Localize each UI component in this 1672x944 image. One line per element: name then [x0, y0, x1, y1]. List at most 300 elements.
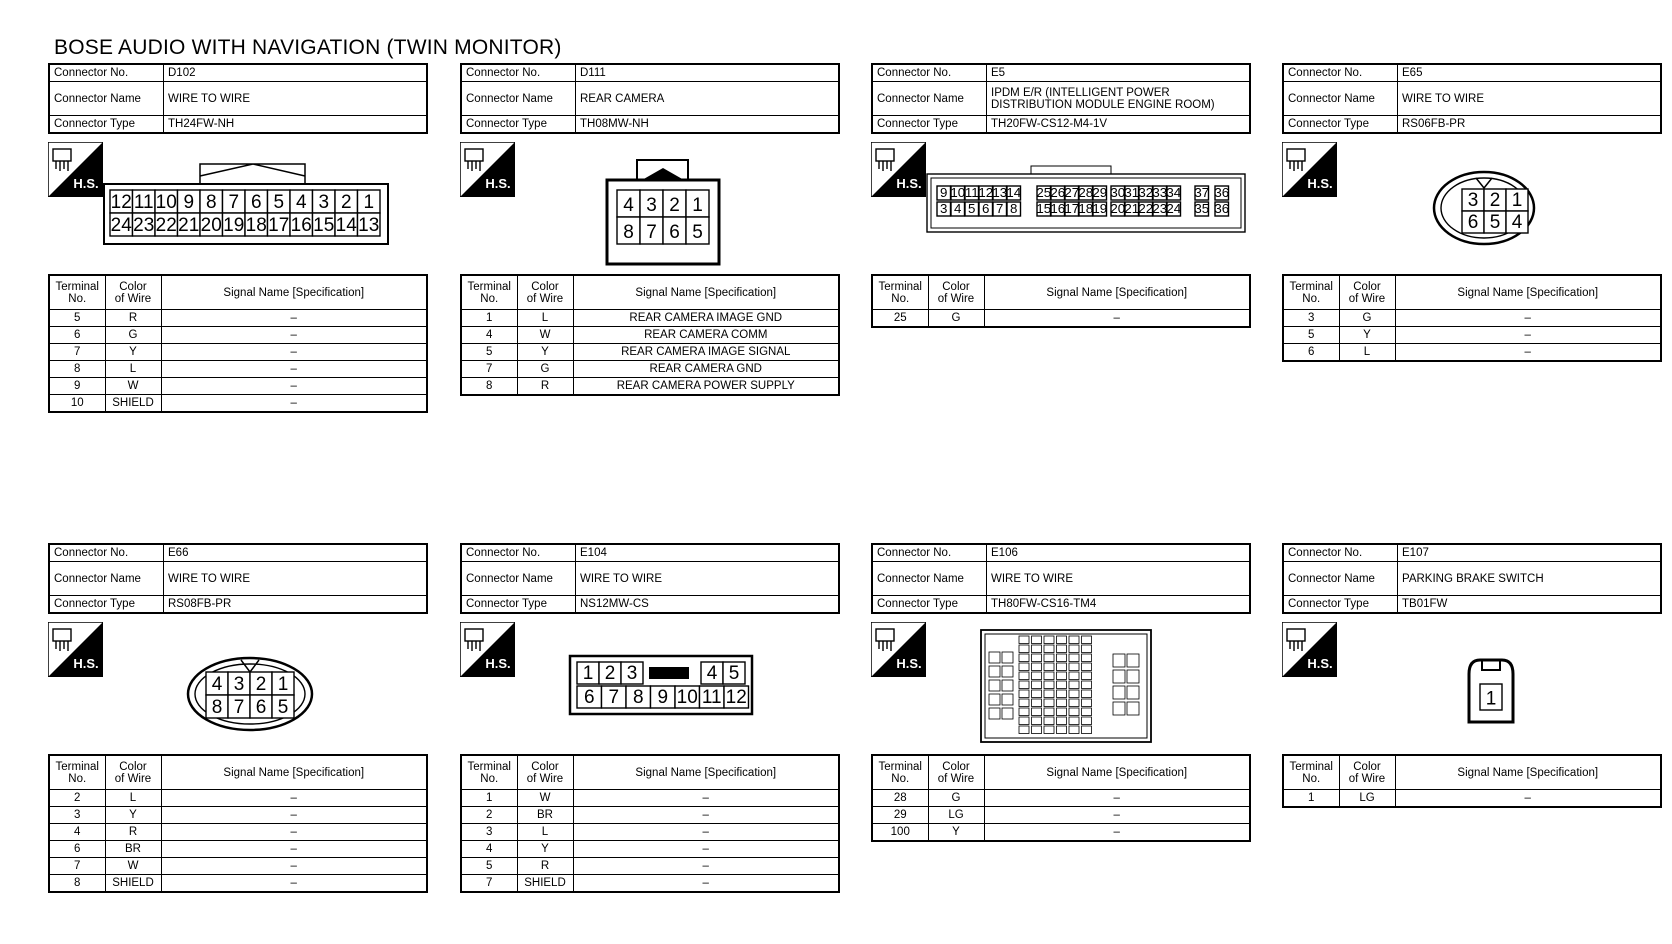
pin-6: 6	[982, 200, 990, 216]
pin-15: 15	[1036, 200, 1052, 216]
harness-side-icon	[460, 622, 515, 677]
connector-type-label: Connector Type	[49, 116, 164, 134]
pin-5: 5	[728, 663, 740, 685]
table-row	[461, 875, 839, 893]
signal-name: REAR CAMERA POWER SUPPLY	[573, 378, 839, 396]
signal-name: –	[1395, 790, 1661, 808]
pin-9: 9	[940, 184, 948, 200]
pin-6: 6	[583, 687, 595, 709]
connector-type-value: TH80FW-CS16-TM4	[987, 596, 1251, 614]
terminal-table	[871, 754, 1251, 842]
connector-type-value: RS08FB-PR	[164, 596, 428, 614]
pin-8: 8	[1010, 200, 1018, 216]
table-row	[1283, 344, 1661, 362]
pin-8: 8	[632, 687, 644, 709]
pin-7: 7	[228, 191, 240, 213]
wire-color: SHIELD	[517, 875, 573, 893]
terminal-table	[1282, 274, 1662, 362]
connector-face-diagram	[871, 134, 1251, 274]
connector-type-label: Connector Type	[1283, 116, 1398, 134]
pin-14: 14	[335, 214, 357, 236]
connector-face-diagram	[460, 614, 840, 754]
wire-color: L	[1339, 344, 1395, 362]
harness-side-icon	[460, 142, 515, 197]
wire-color: Y	[517, 344, 573, 361]
pin-31: 31	[1124, 184, 1140, 200]
connector-name-label: Connector Name	[872, 562, 987, 596]
connector-name-value: PARKING BRAKE SWITCH	[1398, 562, 1662, 596]
pin-15: 15	[313, 214, 335, 236]
table-row	[49, 807, 427, 824]
connector-type-label: Connector Type	[872, 596, 987, 614]
pin-4: 4	[295, 191, 307, 213]
connector-block-e107	[1282, 543, 1662, 808]
signal-name: REAR CAMERA GND	[573, 361, 839, 378]
connector-name-value: REAR CAMERA	[576, 82, 840, 116]
signal-name: –	[161, 395, 427, 413]
signal-name-header: Signal Name [Specification]	[573, 275, 839, 310]
table-row	[1283, 327, 1661, 344]
terminal-no: 5	[49, 310, 105, 327]
pin-10: 10	[950, 184, 966, 200]
terminal-no-header: Terminal No.	[1283, 755, 1339, 790]
wire-color: W	[517, 790, 573, 807]
connector-block-e66	[48, 543, 428, 893]
pin-7: 7	[608, 687, 620, 709]
pin-4: 4	[211, 673, 223, 695]
signal-name: –	[161, 875, 427, 893]
table-row	[461, 824, 839, 841]
pin-5: 5	[968, 200, 976, 216]
pin-14: 14	[1006, 184, 1022, 200]
pin-8: 8	[211, 696, 223, 718]
pin-29: 29	[1092, 184, 1108, 200]
pin-12: 12	[978, 184, 994, 200]
pin-10: 10	[155, 191, 177, 213]
connector-name-label: Connector Name	[461, 82, 576, 116]
table-row	[49, 361, 427, 378]
signal-name: –	[984, 824, 1250, 842]
table-row	[872, 310, 1250, 328]
connector-name-value: IPDM E/R (INTELLIGENT POWER DISTRIBUTION MODULE ENGINE ROOM)	[987, 82, 1251, 116]
terminal-table	[1282, 754, 1662, 808]
pin-7: 7	[996, 200, 1004, 216]
connector-header	[1282, 543, 1662, 614]
wire-color: L	[517, 824, 573, 841]
signal-name: –	[984, 310, 1250, 328]
pin-9: 9	[183, 191, 195, 213]
connector-no-label: Connector No.	[49, 544, 164, 562]
table-row	[49, 841, 427, 858]
pin-4: 4	[706, 663, 718, 685]
pin-1: 1	[277, 673, 289, 695]
color-of-wire-header: Color of Wire	[517, 275, 573, 310]
pin-5: 5	[692, 222, 703, 244]
pin-3: 3	[626, 663, 638, 685]
terminal-no: 8	[461, 378, 517, 396]
signal-name: –	[161, 310, 427, 327]
connector-no-value: D111	[576, 64, 840, 82]
connector-name-label: Connector Name	[49, 562, 164, 596]
signal-name: –	[573, 875, 839, 893]
connector-header	[1282, 63, 1662, 134]
wire-color: W	[105, 858, 161, 875]
connector-header	[460, 543, 840, 614]
terminal-table	[460, 754, 840, 893]
terminal-no: 5	[461, 344, 517, 361]
pin-2: 2	[255, 673, 267, 695]
connector-header	[48, 63, 428, 134]
terminal-no: 28	[872, 790, 928, 807]
pin-32: 32	[1138, 184, 1154, 200]
table-row	[461, 378, 839, 396]
connector-name-value: WIRE TO WIRE	[576, 562, 840, 596]
connector-block-d111	[460, 63, 840, 396]
color-of-wire-header: Color of Wire	[105, 755, 161, 790]
connector-name-value: WIRE TO WIRE	[164, 82, 428, 116]
pin-3: 3	[233, 673, 245, 695]
connector-no-label: Connector No.	[461, 544, 576, 562]
hs-label: H.S.	[896, 176, 922, 191]
pin-8: 8	[623, 222, 634, 244]
terminal-no-header: Terminal No.	[872, 275, 928, 310]
pin-22: 22	[1138, 200, 1154, 216]
hs-label: H.S.	[485, 656, 511, 671]
terminal-no: 1	[461, 310, 517, 327]
signal-name: –	[161, 841, 427, 858]
pin-28: 28	[1078, 184, 1094, 200]
pin-7: 7	[233, 696, 245, 718]
terminal-table-header	[461, 275, 839, 310]
connector-face-diagram	[48, 614, 428, 754]
table-row	[461, 858, 839, 875]
signal-name: –	[573, 858, 839, 875]
pin-37: 37	[1194, 184, 1210, 200]
pin-6: 6	[669, 222, 680, 244]
locking-tab	[649, 667, 689, 679]
pin-20: 20	[1110, 200, 1126, 216]
table-row	[461, 841, 839, 858]
table-row	[1283, 790, 1661, 808]
pin-30: 30	[1110, 184, 1126, 200]
terminal-no: 4	[49, 824, 105, 841]
pin-23: 23	[1152, 200, 1168, 216]
connector-no-label: Connector No.	[461, 64, 576, 82]
wire-color: R	[105, 824, 161, 841]
terminal-no: 100	[872, 824, 928, 842]
terminal-no-header: Terminal No.	[461, 755, 517, 790]
harness-side-icon	[1282, 622, 1337, 677]
table-row	[49, 875, 427, 893]
terminal-table-header	[1283, 275, 1661, 310]
wire-color: Y	[105, 344, 161, 361]
connector-face-diagram	[460, 134, 840, 274]
connector-type-value: NS12MW-CS	[576, 596, 840, 614]
table-row	[872, 824, 1250, 842]
harness-side-icon	[871, 622, 926, 677]
connector-header	[871, 63, 1251, 134]
pin-16: 16	[290, 214, 312, 236]
terminal-no: 7	[49, 344, 105, 361]
pin-3: 3	[940, 200, 948, 216]
terminal-no: 3	[461, 824, 517, 841]
pin-11: 11	[133, 191, 154, 213]
hs-label: H.S.	[1307, 656, 1333, 671]
signal-name: REAR CAMERA IMAGE SIGNAL	[573, 344, 839, 361]
connector-no-value: E5	[987, 64, 1251, 82]
terminal-table-header	[461, 755, 839, 790]
pin-8: 8	[205, 191, 217, 213]
connector-no-value: E66	[164, 544, 428, 562]
connector-type-label: Connector Type	[461, 596, 576, 614]
signal-name: –	[161, 344, 427, 361]
pin-36: 36	[1214, 184, 1230, 200]
terminal-no-header: Terminal No.	[49, 755, 105, 790]
pin-9: 9	[657, 687, 669, 709]
connector-no-label: Connector No.	[1283, 544, 1398, 562]
harness-side-icon	[48, 622, 103, 677]
signal-name: –	[1395, 327, 1661, 344]
table-row	[461, 310, 839, 327]
wire-color: W	[517, 327, 573, 344]
connector-name-value: WIRE TO WIRE	[987, 562, 1251, 596]
connector-type-label: Connector Type	[872, 116, 987, 134]
pin-4: 4	[1511, 212, 1523, 234]
signal-name-header: Signal Name [Specification]	[984, 755, 1250, 790]
table-row	[461, 807, 839, 824]
terminal-table-header	[49, 755, 427, 790]
pin-1: 1	[1485, 688, 1497, 710]
connector-name-label: Connector Name	[1283, 82, 1398, 116]
hs-label: H.S.	[485, 176, 511, 191]
connector-name-value: WIRE TO WIRE	[164, 562, 428, 596]
pin-33: 33	[1152, 184, 1168, 200]
wire-color: G	[1339, 310, 1395, 327]
terminal-no: 2	[49, 790, 105, 807]
connector-no-value: E104	[576, 544, 840, 562]
terminal-no: 8	[49, 875, 105, 893]
signal-name: –	[984, 807, 1250, 824]
pin-6: 6	[250, 191, 262, 213]
signal-name-header: Signal Name [Specification]	[161, 755, 427, 790]
table-row	[49, 395, 427, 413]
connector-type-label: Connector Type	[49, 596, 164, 614]
pin-26: 26	[1050, 184, 1066, 200]
wire-color: L	[517, 310, 573, 327]
pin-13: 13	[992, 184, 1008, 200]
connector-name-value: WIRE TO WIRE	[1398, 82, 1662, 116]
terminal-no: 29	[872, 807, 928, 824]
table-row	[1283, 310, 1661, 327]
wire-color: BR	[105, 841, 161, 858]
connector-type-label: Connector Type	[1283, 596, 1398, 614]
wire-color: Y	[1339, 327, 1395, 344]
connector-type-value: TH24FW-NH	[164, 116, 428, 134]
wire-color: R	[517, 858, 573, 875]
pin-18: 18	[245, 214, 267, 236]
connector-name-label: Connector Name	[461, 562, 576, 596]
signal-name: –	[573, 824, 839, 841]
table-row	[461, 344, 839, 361]
pin-2: 2	[604, 663, 616, 685]
wire-color: Y	[928, 824, 984, 842]
terminal-no: 7	[461, 875, 517, 893]
table-row	[461, 361, 839, 378]
table-row	[49, 790, 427, 807]
pin-36: 36	[1214, 200, 1230, 216]
signal-name: –	[161, 790, 427, 807]
connector-figure	[48, 614, 428, 754]
connector-no-value: E107	[1398, 544, 1662, 562]
pin-6: 6	[255, 696, 267, 718]
signal-name: –	[161, 378, 427, 395]
wire-color: G	[517, 361, 573, 378]
terminal-no: 25	[872, 310, 928, 328]
terminal-no: 4	[461, 841, 517, 858]
pin-21: 21	[1124, 200, 1140, 216]
connector-block-e106	[871, 543, 1251, 842]
signal-name: –	[573, 790, 839, 807]
table-row	[872, 790, 1250, 807]
signal-name-header: Signal Name [Specification]	[161, 275, 427, 310]
connector-header	[871, 543, 1251, 614]
pin-17: 17	[1064, 200, 1080, 216]
terminal-no: 7	[461, 361, 517, 378]
signal-name-header: Signal Name [Specification]	[573, 755, 839, 790]
wire-color: G	[105, 327, 161, 344]
connector-type-value: TH20FW-CS12-M4-1V	[987, 116, 1251, 134]
color-of-wire-header: Color of Wire	[517, 755, 573, 790]
connector-figure	[871, 134, 1251, 274]
color-of-wire-header: Color of Wire	[1339, 275, 1395, 310]
pin-2: 2	[669, 195, 680, 217]
pin-19: 19	[1092, 200, 1108, 216]
pin-5: 5	[277, 696, 289, 718]
wire-color: BR	[517, 807, 573, 824]
wire-color: L	[105, 790, 161, 807]
signal-name: –	[1395, 310, 1661, 327]
terminal-table	[48, 274, 428, 413]
table-row	[49, 327, 427, 344]
signal-name: –	[161, 807, 427, 824]
table-row	[49, 344, 427, 361]
connector-block-e5	[871, 63, 1251, 328]
terminal-no: 8	[49, 361, 105, 378]
pin-1: 1	[363, 191, 375, 213]
wire-color: Y	[105, 807, 161, 824]
pin-11: 11	[701, 687, 722, 709]
hs-label: H.S.	[896, 656, 922, 671]
pin-16: 16	[1050, 200, 1066, 216]
connector-face-diagram	[1282, 614, 1662, 754]
pin-17: 17	[268, 214, 290, 236]
pin-23: 23	[133, 214, 155, 236]
terminal-no: 3	[1283, 310, 1339, 327]
terminal-table-header	[872, 755, 1250, 790]
wire-color: G	[928, 310, 984, 328]
wire-color: SHIELD	[105, 875, 161, 893]
terminal-no: 5	[1283, 327, 1339, 344]
terminal-no-header: Terminal No.	[49, 275, 105, 310]
terminal-no: 3	[49, 807, 105, 824]
wire-color: LG	[1339, 790, 1395, 808]
hs-label: H.S.	[1307, 176, 1333, 191]
color-of-wire-header: Color of Wire	[1339, 755, 1395, 790]
pin-18: 18	[1078, 200, 1094, 216]
table-row	[872, 807, 1250, 824]
table-row	[49, 310, 427, 327]
table-row	[461, 327, 839, 344]
connector-figure	[1282, 134, 1662, 274]
connector-figure	[871, 614, 1251, 754]
connector-header	[460, 63, 840, 134]
harness-side-icon	[48, 142, 103, 197]
pin-21: 21	[178, 214, 200, 236]
connector-face-diagram	[48, 134, 428, 274]
terminal-no-header: Terminal No.	[872, 755, 928, 790]
wire-color: LG	[928, 807, 984, 824]
terminal-no-header: Terminal No.	[1283, 275, 1339, 310]
pin-13: 13	[358, 214, 380, 236]
signal-name: –	[161, 858, 427, 875]
signal-name: REAR CAMERA COMM	[573, 327, 839, 344]
pin-27: 27	[1064, 184, 1080, 200]
terminal-table	[48, 754, 428, 893]
connector-block-e65	[1282, 63, 1662, 362]
connector-name-label: Connector Name	[872, 82, 987, 116]
page-title: BOSE AUDIO WITH NAVIGATION (TWIN MONITOR)	[54, 36, 562, 59]
table-row	[49, 378, 427, 395]
connector-type-value: TH08MW-NH	[576, 116, 840, 134]
pin-5: 5	[273, 191, 285, 213]
signal-name: –	[161, 824, 427, 841]
pin-20: 20	[200, 214, 222, 236]
connector-type-value: TB01FW	[1398, 596, 1662, 614]
signal-name: REAR CAMERA IMAGE GND	[573, 310, 839, 327]
pin-12: 12	[725, 687, 747, 709]
terminal-no: 1	[1283, 790, 1339, 808]
connector-figure	[460, 134, 840, 274]
connector-figure	[460, 614, 840, 754]
connector-name-label: Connector Name	[49, 82, 164, 116]
signal-name-header: Signal Name [Specification]	[1395, 755, 1661, 790]
connector-face-diagram	[871, 614, 1251, 754]
signal-name: –	[1395, 344, 1661, 362]
connector-block-d102	[48, 63, 428, 413]
pin-5: 5	[1489, 212, 1501, 234]
wire-color: Y	[517, 841, 573, 858]
pin-25: 25	[1036, 184, 1052, 200]
terminal-no: 6	[49, 841, 105, 858]
connector-no-value: E65	[1398, 64, 1662, 82]
terminal-table-header	[49, 275, 427, 310]
terminal-no: 1	[461, 790, 517, 807]
connector-figure	[1282, 614, 1662, 754]
color-of-wire-header: Color of Wire	[928, 275, 984, 310]
terminal-no-header: Terminal No.	[461, 275, 517, 310]
wire-color: L	[105, 361, 161, 378]
terminal-table	[871, 274, 1251, 328]
connector-no-label: Connector No.	[872, 544, 987, 562]
table-row	[49, 824, 427, 841]
wire-color: R	[517, 378, 573, 396]
pin-22: 22	[155, 214, 177, 236]
terminal-table-header	[1283, 755, 1661, 790]
color-of-wire-header: Color of Wire	[105, 275, 161, 310]
pin-24: 24	[1166, 200, 1182, 216]
connector-no-value: E106	[987, 544, 1251, 562]
pin-7: 7	[646, 222, 657, 244]
